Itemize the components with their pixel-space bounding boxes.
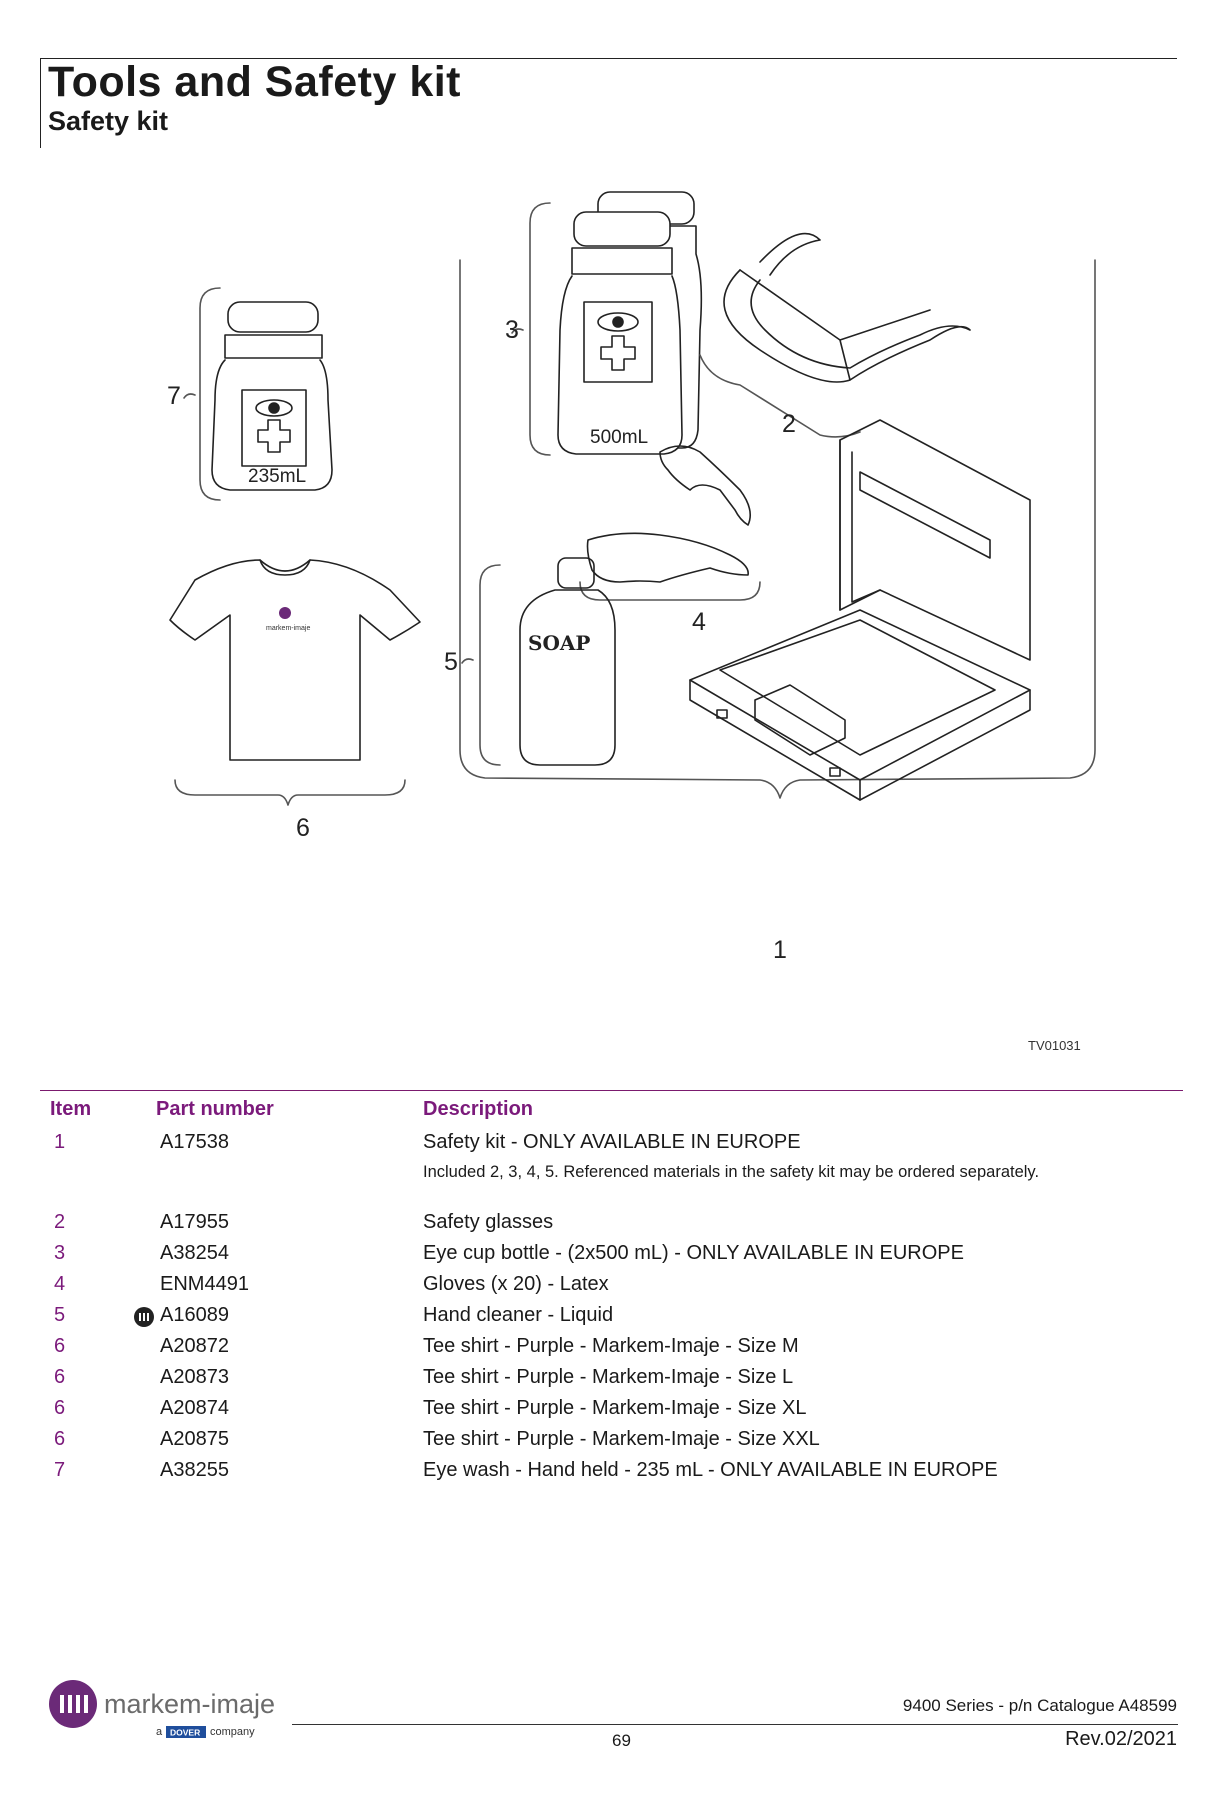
item-number: 2 [54,1211,66,1233]
header-side-rule [40,58,41,148]
part-number: A38254 [160,1242,229,1264]
eye-wash-bottle-small [184,288,332,500]
item-number: 1 [54,1131,66,1153]
gloves [580,446,760,600]
table-row [0,1335,1223,1365]
logo-brand-text: markem-imaje [104,1689,276,1719]
logo-tagline-dover: DOVER [170,1727,201,1738]
safety-glasses [700,234,970,437]
description: Eye cup bottle - (2x500 mL) - ONLY AVAILABLE IN EUROPE [423,1242,964,1264]
item-number: 6 [54,1366,66,1388]
description-note: Included 2, 3, 4, 5. Referenced materials in the safety kit may be ordered separately. [423,1163,1040,1181]
table-top-rule [40,1090,1183,1091]
part-number: A20874 [160,1397,229,1419]
part-number: A17538 [160,1131,229,1153]
callout-7: 7 [167,382,181,410]
item-number: 3 [54,1242,66,1264]
description: Tee shirt - Purple - Markem-Imaje - Size XL [423,1397,807,1419]
callout-4: 4 [692,608,706,636]
callout-2: 2 [782,410,796,438]
table-row [0,1428,1223,1458]
callout-5: 5 [444,648,458,676]
figure-reference: TV01031 [1028,1038,1081,1053]
table-row [0,1397,1223,1427]
part-number: ENM4491 [160,1273,249,1295]
callout-3: 3 [505,316,519,344]
item-number: 5 [54,1304,66,1326]
part-number: A20872 [160,1335,229,1357]
item-number: 6 [54,1428,66,1450]
description: Hand cleaner - Liquid [423,1304,614,1326]
table-row [0,1131,1223,1181]
soap-label: SOAP [528,631,591,655]
catalogue-reference: 9400 Series - p/n Catalogue A48599 [902,1696,1177,1715]
description: Tee shirt - Purple - Markem-Imaje - Size M [423,1335,799,1357]
callout-1: 1 [773,936,787,964]
description: Tee shirt - Purple - Markem-Imaje - Size XXL [423,1428,820,1450]
revision: Rev.02/2021 [1065,1728,1177,1750]
safety-case [690,420,1030,800]
soap-bottle [462,558,615,765]
column-header-description: Description [423,1098,534,1120]
table-row [0,1211,1223,1241]
page-title: Tools and Safety kit [48,58,461,106]
item-number: 6 [54,1397,66,1419]
description: Gloves (x 20) - Latex [423,1273,609,1295]
eye-cup-bottles [512,192,701,455]
description: Tee shirt - Purple - Markem-Imaje - Size L [423,1366,794,1388]
bottle-small-label: 235mL [248,466,307,487]
table-row [0,1242,1223,1272]
bottle-large-label: 500mL [590,427,649,448]
item-number: 7 [54,1459,66,1481]
callout-6: 6 [296,814,310,842]
description: Safety kit - ONLY AVAILABLE IN EUROPE [423,1131,801,1153]
tee-shirt [170,560,420,805]
part-number: A20875 [160,1428,229,1450]
page-subtitle: Safety kit [48,106,169,136]
table-row [0,1273,1223,1303]
table-row [0,1459,1223,1489]
column-header-item: Item [50,1098,92,1120]
column-header-part-number: Part number [156,1098,274,1120]
part-number: A20873 [160,1366,229,1388]
safety-kit-illustration [100,190,1120,1070]
markem-imaje-brand-icon [134,1307,154,1327]
part-number: A16089 [160,1304,229,1326]
description: Safety glasses [423,1211,554,1233]
footer-rule [292,1724,1178,1725]
page-number: 69 [612,1731,631,1750]
part-number: A17955 [160,1211,229,1233]
logo-tagline-a: a [156,1726,163,1738]
markem-imaje-logo [48,1680,288,1740]
table-row [0,1366,1223,1396]
shirt-logo-text: markem-imaje [266,625,311,632]
table-row [0,1304,1223,1334]
item-number: 6 [54,1335,66,1357]
description: Eye wash - Hand held - 235 mL - ONLY AVAILABLE IN EUROPE [423,1459,998,1481]
item-number: 4 [54,1273,66,1295]
part-number: A38255 [160,1459,229,1481]
logo-tagline-company: company [210,1726,255,1738]
